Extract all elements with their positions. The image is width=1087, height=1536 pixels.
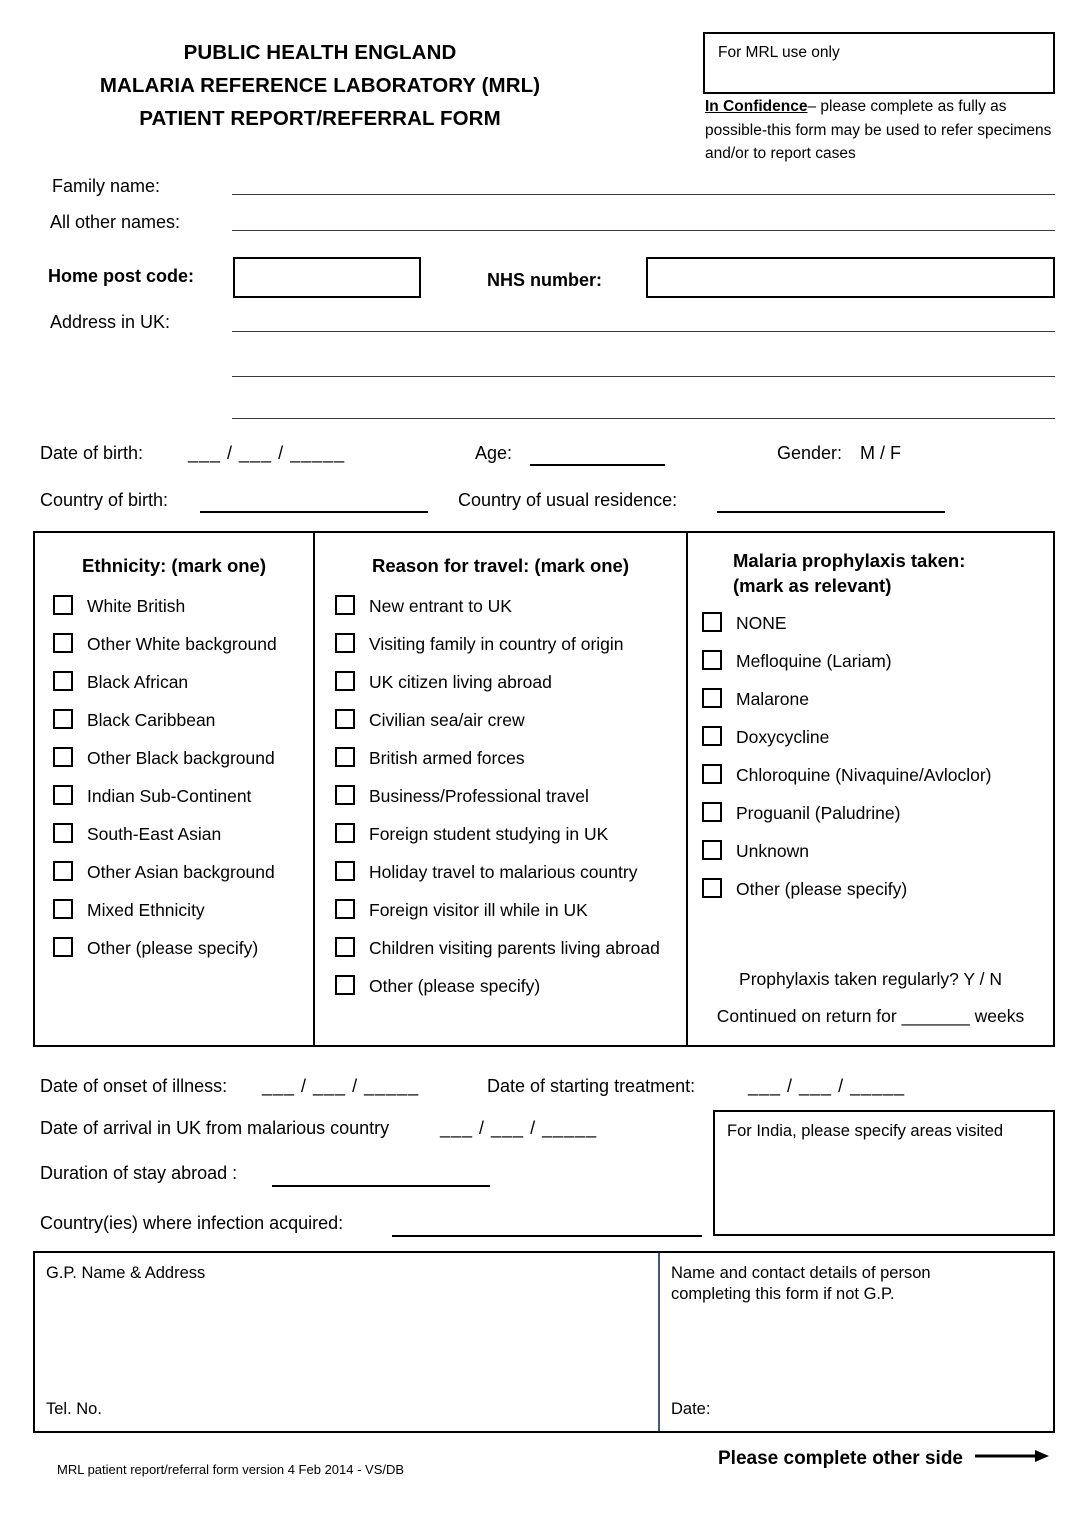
- ethnicity-option-label: Black African: [87, 671, 189, 692]
- address-line-2-input[interactable]: [232, 376, 1055, 377]
- ethnicity-option-label: Indian Sub-Continent: [87, 785, 252, 806]
- address-line-3-input[interactable]: [232, 418, 1055, 419]
- travel-option[interactable]: [315, 663, 686, 701]
- checkbox-icon[interactable]: [702, 878, 722, 898]
- ethnicity-option-label: Mixed Ethnicity: [87, 899, 205, 920]
- ethnicity-option[interactable]: [35, 701, 313, 739]
- onset-label: Date of onset of illness:: [40, 1076, 228, 1096]
- gp-telephone-label: Tel. No.: [46, 1400, 102, 1418]
- travel-option-label: British armed forces: [369, 747, 525, 768]
- checkbox-icon[interactable]: [335, 785, 355, 805]
- reason-for-travel-heading: Reason for travel: (mark one): [371, 555, 629, 576]
- checkbox-icon[interactable]: [335, 633, 355, 653]
- prophylaxis-footer: [688, 969, 1053, 1027]
- checkbox-icon[interactable]: [335, 671, 355, 691]
- reason-for-travel-column: [315, 533, 688, 1045]
- checkbox-icon[interactable]: [335, 899, 355, 919]
- country-of-birth-input[interactable]: [200, 511, 428, 513]
- ethnicity-option[interactable]: [35, 777, 313, 815]
- india-areas-box[interactable]: [713, 1110, 1055, 1236]
- travel-option[interactable]: [315, 587, 686, 625]
- title-line-1: PUBLIC HEALTH ENGLAND: [183, 41, 457, 64]
- age-input[interactable]: [530, 464, 665, 466]
- checkbox-icon[interactable]: [53, 747, 73, 767]
- travel-option[interactable]: [315, 701, 686, 739]
- travel-option[interactable]: [315, 625, 686, 663]
- travel-option[interactable]: [315, 739, 686, 777]
- india-areas-label: For India, please specify areas visited: [727, 1122, 1004, 1140]
- ethnicity-option[interactable]: [35, 815, 313, 853]
- family-name-label: Family name:: [52, 176, 161, 196]
- prophylaxis-option[interactable]: [688, 642, 1053, 680]
- checkbox-icon[interactable]: [702, 650, 722, 670]
- ethnicity-option-label: Black Caribbean: [87, 709, 216, 730]
- prophylaxis-continued-row[interactable]: [688, 1006, 1053, 1027]
- address-label: Address in UK:: [50, 312, 171, 332]
- prophylaxis-option-label: Unknown: [736, 840, 809, 861]
- ethnicity-option[interactable]: [35, 853, 313, 891]
- prophylaxis-regular-question[interactable]: Prophylaxis taken regularly? Y / N: [739, 969, 1002, 989]
- travel-option[interactable]: [315, 891, 686, 929]
- prophylaxis-option[interactable]: [688, 794, 1053, 832]
- title-line-3: PATIENT REPORT/REFERRAL FORM: [139, 107, 501, 130]
- checkbox-icon[interactable]: [53, 633, 73, 653]
- prophylaxis-option-label: Mefloquine (Lariam): [736, 650, 892, 671]
- nhs-number-label: NHS number:: [487, 270, 603, 290]
- checkbox-icon[interactable]: [702, 688, 722, 708]
- mrl-use-only-box[interactable]: [703, 32, 1055, 94]
- dob-input[interactable]: ___ / ___ / _____: [188, 443, 346, 463]
- checkbox-icon[interactable]: [53, 709, 73, 729]
- prophylaxis-heading-line-1: Malaria prophylaxis taken:: [733, 550, 966, 571]
- travel-option-label: Visiting family in country of origin: [369, 633, 624, 654]
- age-label: Age:: [475, 443, 513, 463]
- country-acquired-input[interactable]: [392, 1235, 702, 1237]
- checkbox-icon[interactable]: [53, 595, 73, 615]
- other-names-label: All other names:: [50, 212, 181, 232]
- gp-details-box: [33, 1251, 1055, 1433]
- prophylaxis-option-label: Other (please specify): [736, 878, 908, 899]
- treatment-start-label: Date of starting treatment:: [487, 1076, 696, 1096]
- arrival-label: Date of arrival in UK from malarious country: [40, 1118, 390, 1138]
- ethnicity-option-label: Other White background: [87, 633, 277, 654]
- onset-input[interactable]: ___ / ___ / _____: [262, 1076, 420, 1096]
- form-completer-date-label: Date:: [671, 1400, 711, 1418]
- travel-option[interactable]: [315, 777, 686, 815]
- travel-option-label: New entrant to UK: [369, 595, 512, 616]
- form-completer-label: [671, 1263, 931, 1305]
- travel-option-label: Holiday travel to malarious country: [369, 861, 638, 882]
- checkbox-icon[interactable]: [53, 899, 73, 919]
- checkbox-icon[interactable]: [335, 709, 355, 729]
- ethnicity-option-label: Other Asian background: [87, 861, 275, 882]
- gp-name-address-cell[interactable]: [35, 1253, 660, 1431]
- ethnicity-option-label: Other (please specify): [87, 937, 259, 958]
- country-of-residence-input[interactable]: [717, 511, 945, 513]
- checkbox-icon[interactable]: [702, 802, 722, 822]
- prophylaxis-option[interactable]: [688, 870, 1053, 908]
- arrow-right-icon: [975, 1448, 1049, 1470]
- dob-label: Date of birth:: [40, 443, 144, 463]
- checkbox-icon[interactable]: [53, 823, 73, 843]
- form-completer-label-line-2: completing this form if not G.P.: [671, 1285, 895, 1303]
- country-of-birth-label: Country of birth:: [40, 490, 169, 510]
- family-name-input[interactable]: [232, 194, 1055, 195]
- prophylaxis-option-label: Doxycycline: [736, 726, 830, 747]
- ethnicity-option[interactable]: [35, 739, 313, 777]
- in-confidence-note: [705, 95, 1055, 166]
- prophylaxis-column: [688, 533, 1053, 1045]
- title-line-2: MALARIA REFERENCE LABORATORY (MRL): [99, 74, 541, 97]
- prophylaxis-continued-prefix: Continued on return for: [716, 1006, 897, 1026]
- travel-option-label: Other (please specify): [369, 975, 541, 996]
- prophylaxis-option-label: NONE: [736, 612, 787, 633]
- ethnicity-option-label: South-East Asian: [87, 823, 222, 844]
- checkbox-icon[interactable]: [335, 823, 355, 843]
- prophylaxis-option-label: Malarone: [736, 688, 809, 709]
- travel-option[interactable]: [315, 853, 686, 891]
- checkbox-icon[interactable]: [335, 861, 355, 881]
- page-title: [60, 36, 580, 135]
- prophylaxis-heading-line-2: (mark as relevant): [733, 575, 892, 596]
- duration-input[interactable]: [272, 1185, 490, 1187]
- checkbox-icon[interactable]: [702, 612, 722, 632]
- address-line-1-input[interactable]: [232, 331, 1055, 332]
- duration-label: Duration of stay abroad :: [40, 1163, 238, 1183]
- prophylaxis-option-label: Chloroquine (Nivaquine/Avloclor): [736, 764, 992, 785]
- treatment-start-input[interactable]: ___ / ___ / _____: [748, 1076, 906, 1096]
- in-confidence-text: – please complete as fully as possible-this form may be used to refer specimens and/or to report cases: [705, 98, 1052, 162]
- prophylaxis-heading: [688, 533, 1053, 598]
- checkbox-icon[interactable]: [53, 671, 73, 691]
- classification-panel: [33, 531, 1055, 1047]
- prophylaxis-options: [688, 598, 1053, 908]
- mrl-use-only-label: For MRL use only: [718, 44, 840, 61]
- ethnicity-option[interactable]: [35, 891, 313, 929]
- reason-for-travel-options: [315, 578, 686, 1005]
- ethnicity-column: [35, 533, 315, 1045]
- ethnicity-option[interactable]: [35, 663, 313, 701]
- checkbox-icon[interactable]: [53, 861, 73, 881]
- prophylaxis-option-label: Proguanil (Paludrine): [736, 802, 901, 823]
- ethnicity-option-label: White British: [87, 595, 186, 616]
- home-post-code-label: Home post code:: [48, 266, 195, 286]
- gp-name-address-label: G.P. Name & Address: [46, 1264, 206, 1282]
- complete-other-side-label: Please complete other side: [718, 1448, 963, 1469]
- checkbox-icon[interactable]: [335, 595, 355, 615]
- nhs-number-input[interactable]: [646, 257, 1055, 298]
- checkbox-icon[interactable]: [335, 937, 355, 957]
- prophylaxis-option[interactable]: [688, 832, 1053, 870]
- ethnicity-option[interactable]: [35, 587, 313, 625]
- country-acquired-label: Country(ies) where infection acquired:: [40, 1213, 344, 1233]
- other-names-input[interactable]: [232, 230, 1055, 231]
- prophylaxis-option[interactable]: [688, 718, 1053, 756]
- travel-option-label: Civilian sea/air crew: [369, 709, 525, 730]
- form-version-text: MRL patient report/referral form version 4 Feb 2014 - VS/DB: [57, 1462, 405, 1477]
- gender-label: Gender:: [777, 443, 843, 463]
- ethnicity-option[interactable]: [35, 929, 313, 967]
- prophylaxis-option[interactable]: [688, 680, 1053, 718]
- prophylaxis-continued-input[interactable]: _______: [901, 1006, 970, 1026]
- travel-option-label: Children visiting parents living abroad: [369, 937, 660, 958]
- checkbox-icon[interactable]: [335, 975, 355, 995]
- ethnicity-option-label: Other Black background: [87, 747, 275, 768]
- travel-option[interactable]: [315, 815, 686, 853]
- form-completer-label-line-1: Name and contact details of person: [671, 1264, 931, 1282]
- ethnicity-heading: Ethnicity: (mark one): [82, 555, 266, 576]
- travel-option[interactable]: [315, 967, 686, 1005]
- ethnicity-options: [35, 578, 313, 967]
- checkbox-icon[interactable]: [335, 747, 355, 767]
- prophylaxis-option[interactable]: [688, 604, 1053, 642]
- checkbox-icon[interactable]: [702, 840, 722, 860]
- form-completer-cell[interactable]: [660, 1253, 1053, 1431]
- ethnicity-option[interactable]: [35, 625, 313, 663]
- travel-option-label: UK citizen living abroad: [369, 671, 552, 692]
- prophylaxis-continued-suffix: weeks: [974, 1006, 1025, 1026]
- gender-options[interactable]: M / F: [860, 443, 901, 463]
- home-post-code-input[interactable]: [233, 257, 421, 298]
- travel-option-label: Foreign student studying in UK: [369, 823, 609, 844]
- checkbox-icon[interactable]: [702, 764, 722, 784]
- complete-other-side-note: [718, 1448, 1049, 1470]
- travel-option-label: Business/Professional travel: [369, 785, 589, 806]
- checkbox-icon[interactable]: [53, 937, 73, 957]
- travel-option[interactable]: [315, 929, 686, 967]
- travel-option-label: Foreign visitor ill while in UK: [369, 899, 588, 920]
- checkbox-icon[interactable]: [702, 726, 722, 746]
- country-of-residence-label: Country of usual residence:: [458, 490, 678, 510]
- prophylaxis-option[interactable]: [688, 756, 1053, 794]
- arrival-input[interactable]: ___ / ___ / _____: [440, 1118, 598, 1138]
- in-confidence-emphasis: In Confidence: [705, 98, 808, 115]
- checkbox-icon[interactable]: [53, 785, 73, 805]
